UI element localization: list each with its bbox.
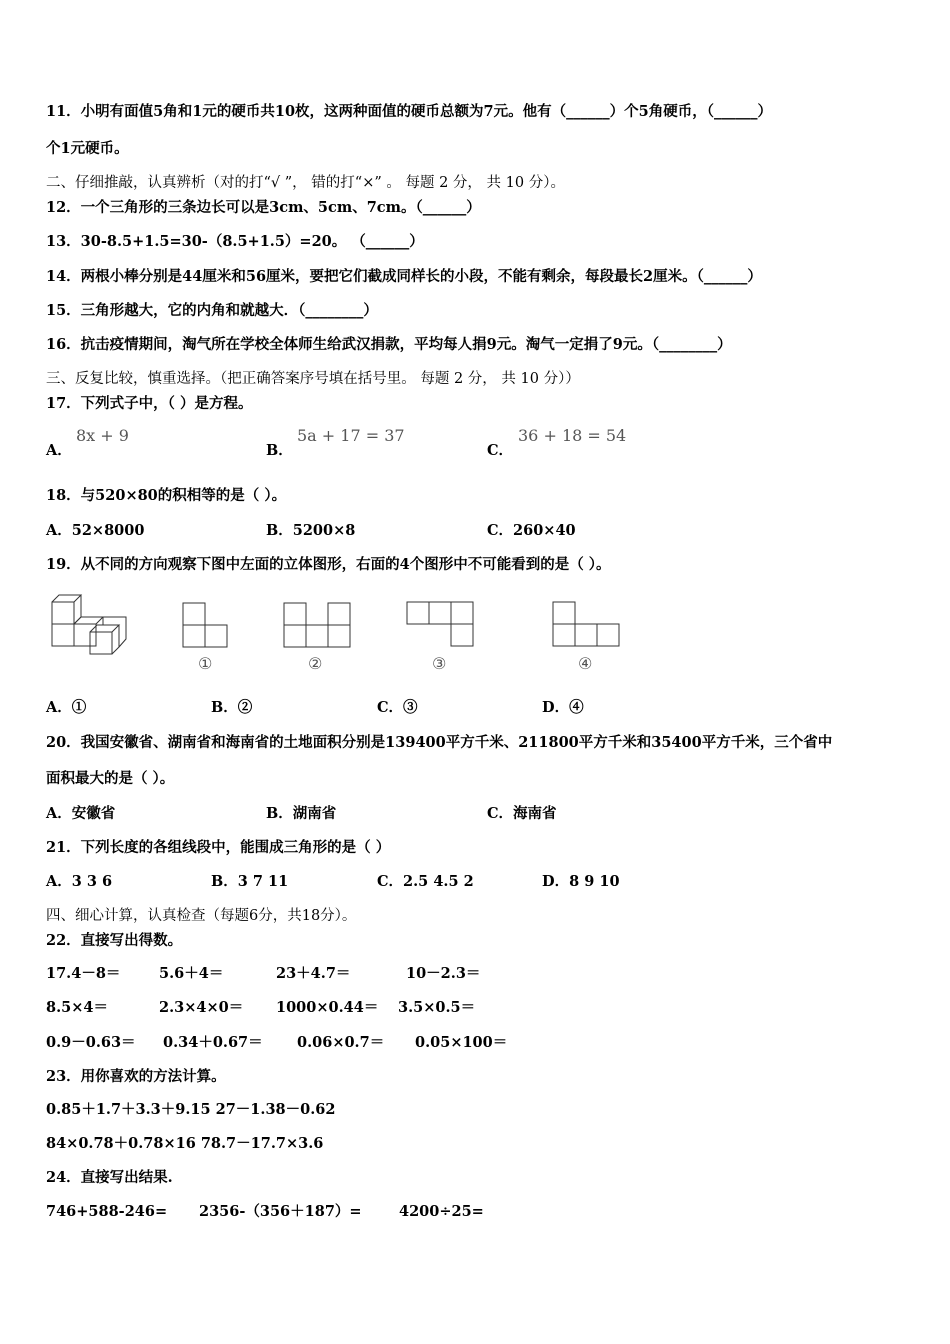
q22-item: 0.34＋0.67＝ (163, 1034, 263, 1051)
view-3-figure (406, 601, 476, 649)
q17-option-a-expr: 8x + 9 (76, 426, 129, 445)
q17-option-b-expr: 5a + 17 = 37 (297, 426, 405, 445)
q19-option-a: A．① (46, 699, 87, 716)
q19-option-d: D．④ (542, 699, 584, 716)
view-2-figure (283, 602, 353, 650)
q17-option-c-expr: 36 + 18 = 54 (518, 426, 627, 445)
q21-stem: 21．下列长度的各组线段中，能围成三角形的是（ ） (46, 839, 391, 856)
q20-option-b: B．湖南省 (266, 805, 337, 822)
q22-item: 17.4－8＝ (46, 965, 121, 982)
q22-item: 3.5×0.5＝ (398, 999, 476, 1016)
q24-item: 4200÷25= (399, 1203, 484, 1220)
q11-line1: 11．小明有面值5角和1元的硬币共10枚，这两种面值的硬币总额为7元。他有（______）个5角硬币，（______） (46, 103, 772, 120)
q23-stem: 23．用你喜欢的方法计算。 (46, 1068, 226, 1085)
q19-option-b: B．② (211, 699, 253, 716)
q22-item: 10－2.3＝ (406, 965, 481, 982)
q22-item: 5.6＋4＝ (159, 965, 224, 982)
q20-line2: 面积最大的是（ ）。 (46, 770, 175, 787)
q21-option-a: A．3 3 6 (46, 873, 113, 890)
q22-item: 1000×0.44＝ (276, 999, 379, 1016)
q24-item: 746+588-246= (46, 1203, 168, 1220)
q17-option-a-label: A． (46, 442, 72, 459)
q21-option-b: B．3 7 11 (211, 873, 289, 890)
q13: 13．30-8.5+1.5=30-（8.5+1.5）=20。 （______） (46, 233, 424, 250)
q22-item: 23＋4.7＝ (276, 965, 351, 982)
q24-item: 2356-（356＋187）= (199, 1203, 362, 1220)
q20-option-a: A．安徽省 (46, 805, 116, 822)
view-2-label: ② (308, 654, 323, 673)
q17-stem: 17．下列式子中，（ ）是方程。 (46, 395, 253, 412)
view-1-label: ① (198, 654, 213, 673)
view-4-figure (552, 601, 622, 649)
view-3-label: ③ (432, 654, 447, 673)
q18-option-c: C．260×40 (487, 522, 576, 539)
q17-option-b-label: B． (266, 442, 293, 459)
q17-option-c-label: C． (487, 442, 514, 459)
q22-item: 0.9－0.63＝ (46, 1034, 136, 1051)
q12: 12．一个三角形的三条边长可以是3cm、5cm、7cm。（______） (46, 199, 481, 216)
section-2-heading: 二、仔细推敲，认真辨析（对的打“√ ”， 错的打“×” 。 每题 2 分， 共 10 分）。 (46, 175, 565, 191)
q16: 16．抗击疫情期间，淘气所在学校全体师生给武汉捐款，平均每人捐9元。淘气一定捐了9元。（________） (46, 336, 732, 353)
q19-stem: 19．从不同的方向观察下图中左面的立体图形，右面的4个图形中不可能看到的是（ ）。 (46, 556, 611, 573)
q19-option-c: C．③ (377, 699, 418, 716)
q20-line1: 20．我国安徽省、湖南省和海南省的土地面积分别是139400平方千米、211800平方千米和35400平方千米，三个省中 (46, 734, 833, 751)
q20-option-c: C．海南省 (487, 805, 557, 822)
q22-item: 0.06×0.7＝ (297, 1034, 385, 1051)
q18-stem: 18．与520×80的积相等的是（ ）。 (46, 487, 287, 504)
q14: 14．两根小棒分别是44厘米和56厘米，要把它们截成同样长的小段，不能有剩余，每段最长2厘米。（______） (46, 268, 762, 285)
q24-stem: 24．直接写出结果. (46, 1169, 173, 1186)
q11-line2: 个1元硬币。 (46, 140, 129, 157)
q18-option-a: A．52×8000 (46, 522, 145, 539)
cube-solid-figure (50, 592, 132, 662)
section-3-heading: 三、反复比较，慎重选择。（把正确答案序号填在括号里。 每题 2 分， 共 10 分）） (46, 371, 580, 387)
q22-item: 2.3×4×0＝ (159, 999, 244, 1016)
view-4-label: ④ (578, 654, 593, 673)
q21-option-d: D．8 9 10 (542, 873, 620, 890)
q22-item: 8.5×4＝ (46, 999, 108, 1016)
section-4-heading: 四、细心计算，认真检查（每题6分，共18分）。 (46, 908, 357, 924)
view-1-figure (182, 602, 230, 650)
q21-option-c: C．2.5 4.5 2 (377, 873, 474, 890)
q15: 15．三角形越大，它的内角和就越大．（________） (46, 302, 378, 319)
q22-item: 0.05×100＝ (415, 1034, 508, 1051)
q18-option-b: B．5200×8 (266, 522, 356, 539)
q23-row-2: 84×0.78＋0.78×16 78.7－17.7×3.6 (46, 1135, 324, 1152)
q23-row-1: 0.85＋1.7＋3.3＋9.15 27－1.38－0.62 (46, 1101, 336, 1118)
q22-stem: 22．直接写出得数。 (46, 932, 183, 949)
